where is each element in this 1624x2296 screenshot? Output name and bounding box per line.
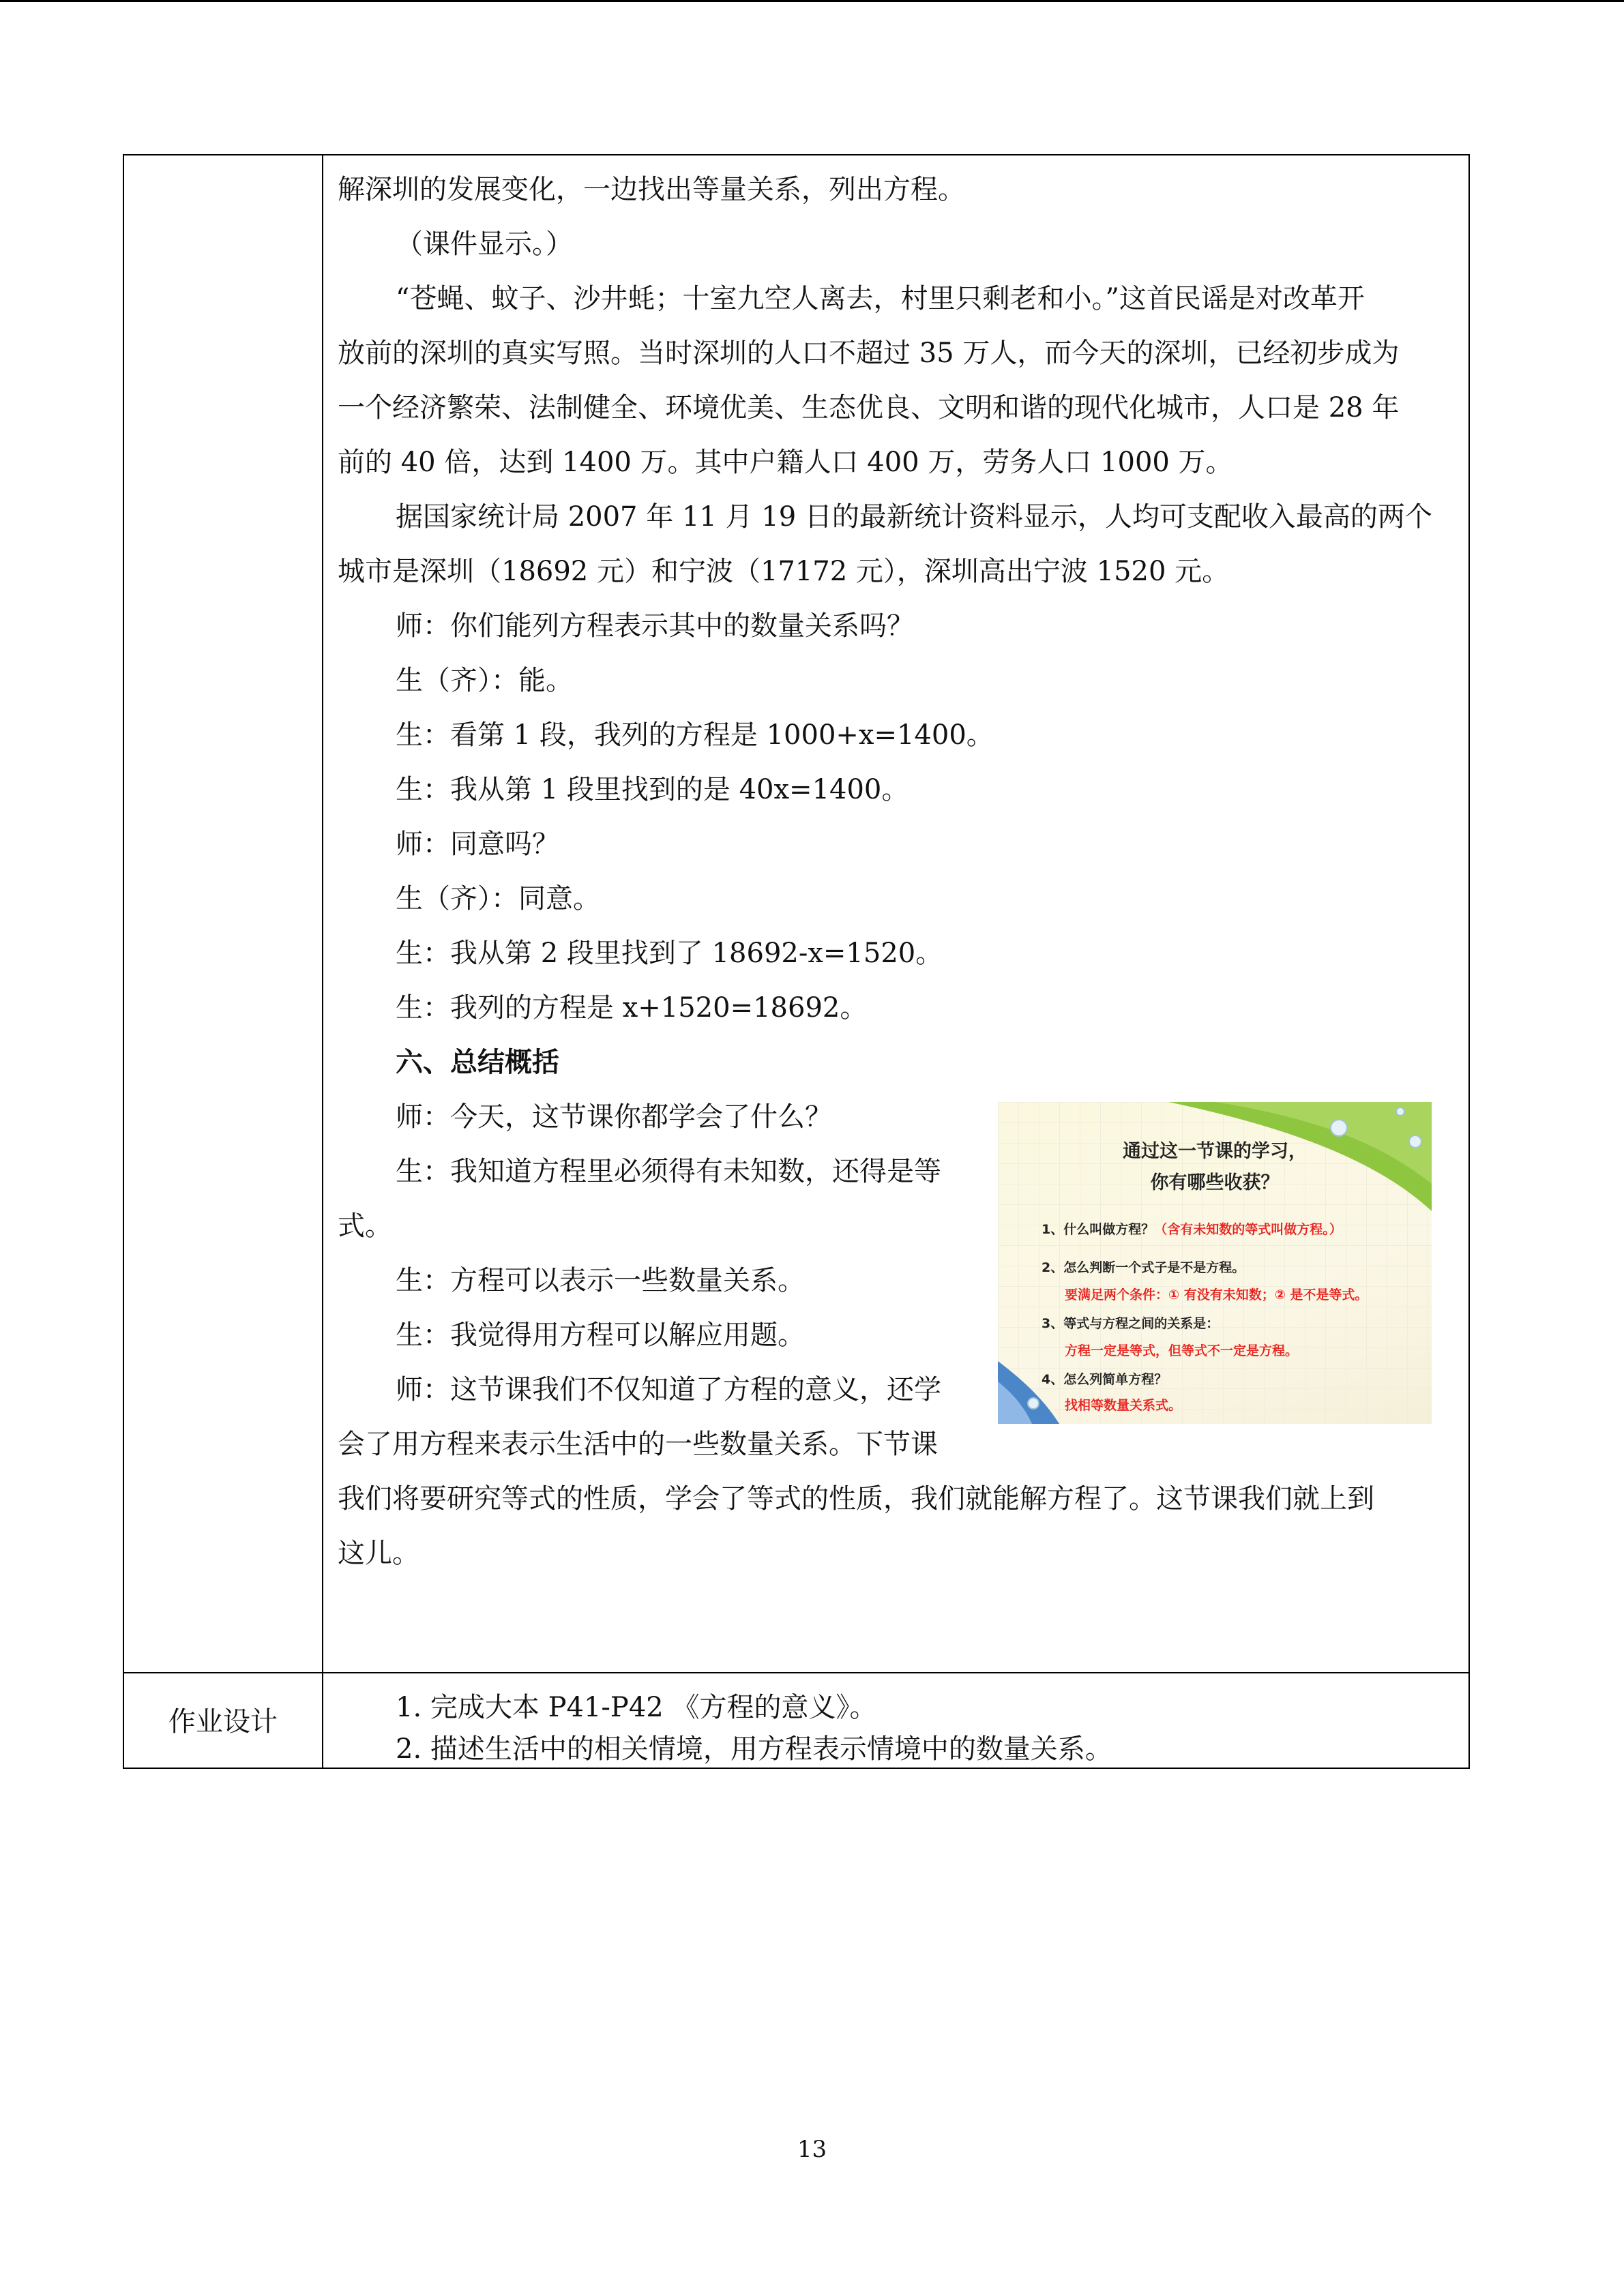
homework-label: 作业设计: [168, 1706, 278, 1738]
slide-title-line2: 你有哪些收获？: [1150, 1172, 1280, 1193]
dialogue-line: 这儿。: [338, 1538, 419, 1569]
homework-item: 2. 描述生活中的相关情境，用方程表示情境中的数量关系。: [396, 1733, 1112, 1765]
dialogue-line: 生：我从第 1 段里找到的是 40x=1400。: [396, 774, 909, 805]
dialogue-line: 生：我列的方程是 x+1520=18692。: [396, 992, 868, 1024]
slide-question: 3、等式与方程之间的关系是：: [1042, 1316, 1220, 1331]
paragraph: 解深圳的发展变化，一边找出等量关系，列出方程。: [338, 174, 965, 205]
slide-answer: 方程一定是等式，但等式不一定是方程。: [1065, 1343, 1299, 1358]
paragraph: （课件显示。）: [396, 228, 573, 260]
dialogue-line: 师：同意吗？: [396, 829, 559, 860]
slide-question-text: 1、什么叫做方程？: [1042, 1222, 1155, 1237]
slide-title-line1: 通过这一节课的学习，: [1123, 1141, 1307, 1162]
dialogue-line: 我们将要研究等式的性质，学会了等式的性质，我们就能解方程了。这节课我们就上到: [338, 1483, 1374, 1515]
dialogue-line: 师：这节课我们不仅知道了方程的意义，还学: [396, 1374, 941, 1405]
page-number: 13: [797, 2136, 827, 2163]
dialogue-line: 师：今天，这节课你都学会了什么？: [396, 1101, 832, 1133]
section-heading: 六、总结概括: [396, 1046, 559, 1078]
paragraph: 前的 40 倍，达到 1400 万。其中户籍人口 400 万，劳务人口 1000 万。: [338, 447, 1233, 478]
slide-answer: （含有未知数的等式叫做方程。）: [1154, 1222, 1342, 1237]
slide-answer: 要满足两个条件：① 有没有未知数；② 是不是等式。: [1065, 1287, 1368, 1302]
slide-question: 2、怎么判断一个式子是不是方程。: [1042, 1260, 1245, 1275]
paragraph: 放前的深圳的真实写照。当时深圳的人口不超过 35 万人，而今天的深圳，已经初步成为: [338, 338, 1400, 369]
lesson-summary-slide: [998, 1102, 1432, 1424]
homework-item: 1. 完成大本 P41-P42 《方程的意义》。: [396, 1692, 877, 1723]
dialogue-line: 式。: [338, 1210, 392, 1242]
top-border-line: [0, 0, 1624, 2]
dialogue-line: 会了用方程来表示生活中的一些数量关系。下节课: [338, 1429, 938, 1460]
dialogue-line: 生：方程可以表示一些数量关系。: [396, 1265, 805, 1296]
column-divider: [322, 155, 323, 1768]
dialogue-line: 生（齐）：能。: [396, 665, 573, 696]
slide-question: [1042, 1219, 1342, 1238]
paragraph: 城市是深圳（18692 元）和宁波（17172 元），深圳高出宁波 1520 元。: [338, 556, 1230, 587]
slide-answer: 找相等数量关系式。: [1065, 1398, 1182, 1413]
dialogue-line: 生：我从第 2 段里找到了 18692-x=1520。: [396, 938, 943, 969]
dialogue-line: 生：我知道方程里必须得有未知数，还得是等: [396, 1156, 941, 1187]
slide-question: 4、怎么列简单方程？: [1042, 1372, 1168, 1387]
paragraph: 据国家统计局 2007 年 11 月 19 日的最新统计资料显示，人均可支配收入最高的两个: [396, 501, 1432, 533]
dialogue-line: 生：我觉得用方程可以解应用题。: [396, 1320, 805, 1351]
dialogue-line: 师：你们能列方程表示其中的数量关系吗？: [396, 610, 914, 642]
paragraph: “苍蝇、蚊子、沙井蚝；十室九空人离去，村里只剩老和小。”这首民谣是对改革开: [396, 283, 1365, 314]
row-divider: [124, 1672, 1468, 1673]
dialogue-line: 生：看第 1 段，我列的方程是 1000+x=1400。: [396, 719, 994, 751]
paragraph: 一个经济繁荣、法制健全、环境优美、生态优良、文明和谐的现代化城市，人口是 28 年: [338, 392, 1400, 423]
dialogue-line: 生（齐）：同意。: [396, 883, 600, 914]
